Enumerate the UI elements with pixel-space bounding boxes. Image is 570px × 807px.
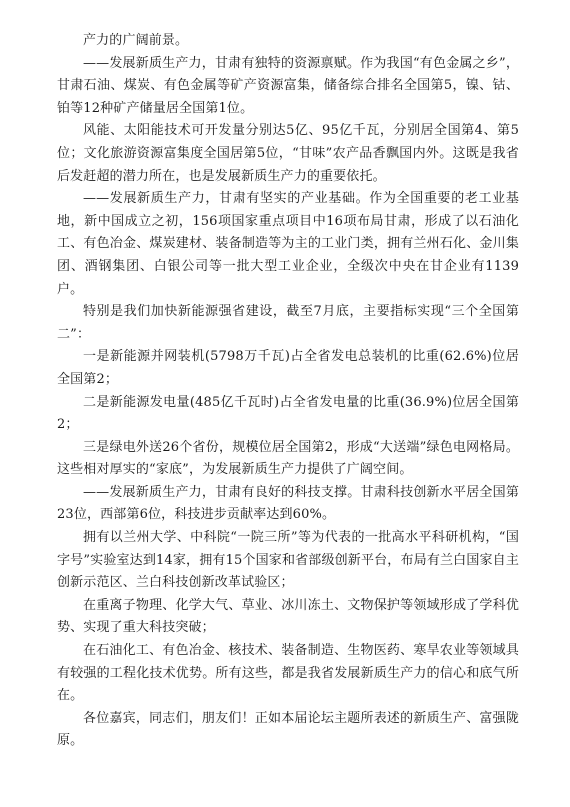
paragraph: ——发展新质生产力，甘肃有坚实的产业基础。作为全国重要的老工业基地，新中国成立之初，156项国家重点项目中16项布局甘肃，形成了以石油化工、有色冶金、煤炭建材、装备制造等为主的工业门类，拥有兰州石化、金川集团、酒钢集团、白银公司等一批大型工业企业，全级次中央在甘企业有1139户。 <box>57 191 519 297</box>
paragraph: 三是绿电外送26个省份，规模位居全国第2，形成“大送端”绿色电网格局。这些相对厚实的“家底”，为发展新质生产力提供了广阔空间。 <box>57 439 519 478</box>
paragraph: ——发展新质生产力，甘肃有独特的资源禀赋。作为我国“有色金属之乡”，甘肃石油、煤炭、有色金属等矿产资源富集，储备综合排名全国第5，镍、钴、铂等12种矿产储量居全国第1位。 <box>57 55 519 116</box>
paragraph: ——发展新质生产力，甘肃有良好的科技支撑。甘肃科技创新水平居全国第23位，西部第6位，科技进步贡献率达到60%。 <box>57 484 519 523</box>
paragraph: 特别是我们加快新能源强省建设，截至7月底，主要指标实现“三个全国第二”： <box>57 304 519 342</box>
paragraph: 一是新能源并网装机(5798万千瓦)占全省发电总装机的比重(62.6%)位居全国第2； <box>57 349 519 387</box>
paragraph: 在石油化工、有色冶金、核技术、装备制造、生物医药、寒旱农业等领域具有较强的工程化技术优势。所有这些，都是我省发展新质生产力的信心和底气所在。 <box>57 643 519 704</box>
paragraph: 风能、太阳能技术可开发量分别达5亿、95亿千瓦，分别居全国第4、第5位；文化旅游资源富集度全国居第5位，“甘味”农产品香飘国内外。这既是我省后发赶超的潜力所在，也是发展新质生产力的重要依托。 <box>57 123 519 184</box>
paragraph: 拥有以兰州大学、中科院“一院三所”等为代表的一批高水平科研机构，“国字号”实验室达到14家，拥有15个国家和省部级创新平台，布局有兰白国家自主创新示范区、兰白科技创新改革试验区； <box>57 530 519 591</box>
paragraph: 二是新能源发电量(485亿千瓦时)占全省发电量的比重(36.9%)位居全国第2； <box>57 394 519 433</box>
paragraph: 在重离子物理、化学大气、草业、冰川冻土、文物保护等领域形成了学科优势、实现了重大科技突破； <box>57 597 519 636</box>
paragraph: 产力的广阔前景。 <box>83 33 189 48</box>
paragraph: 各位嘉宾，同志们，朋友们！正如本届论坛主题所表述的新质生产、富强陇原。 <box>57 710 519 749</box>
document-body <box>57 30 519 753</box>
